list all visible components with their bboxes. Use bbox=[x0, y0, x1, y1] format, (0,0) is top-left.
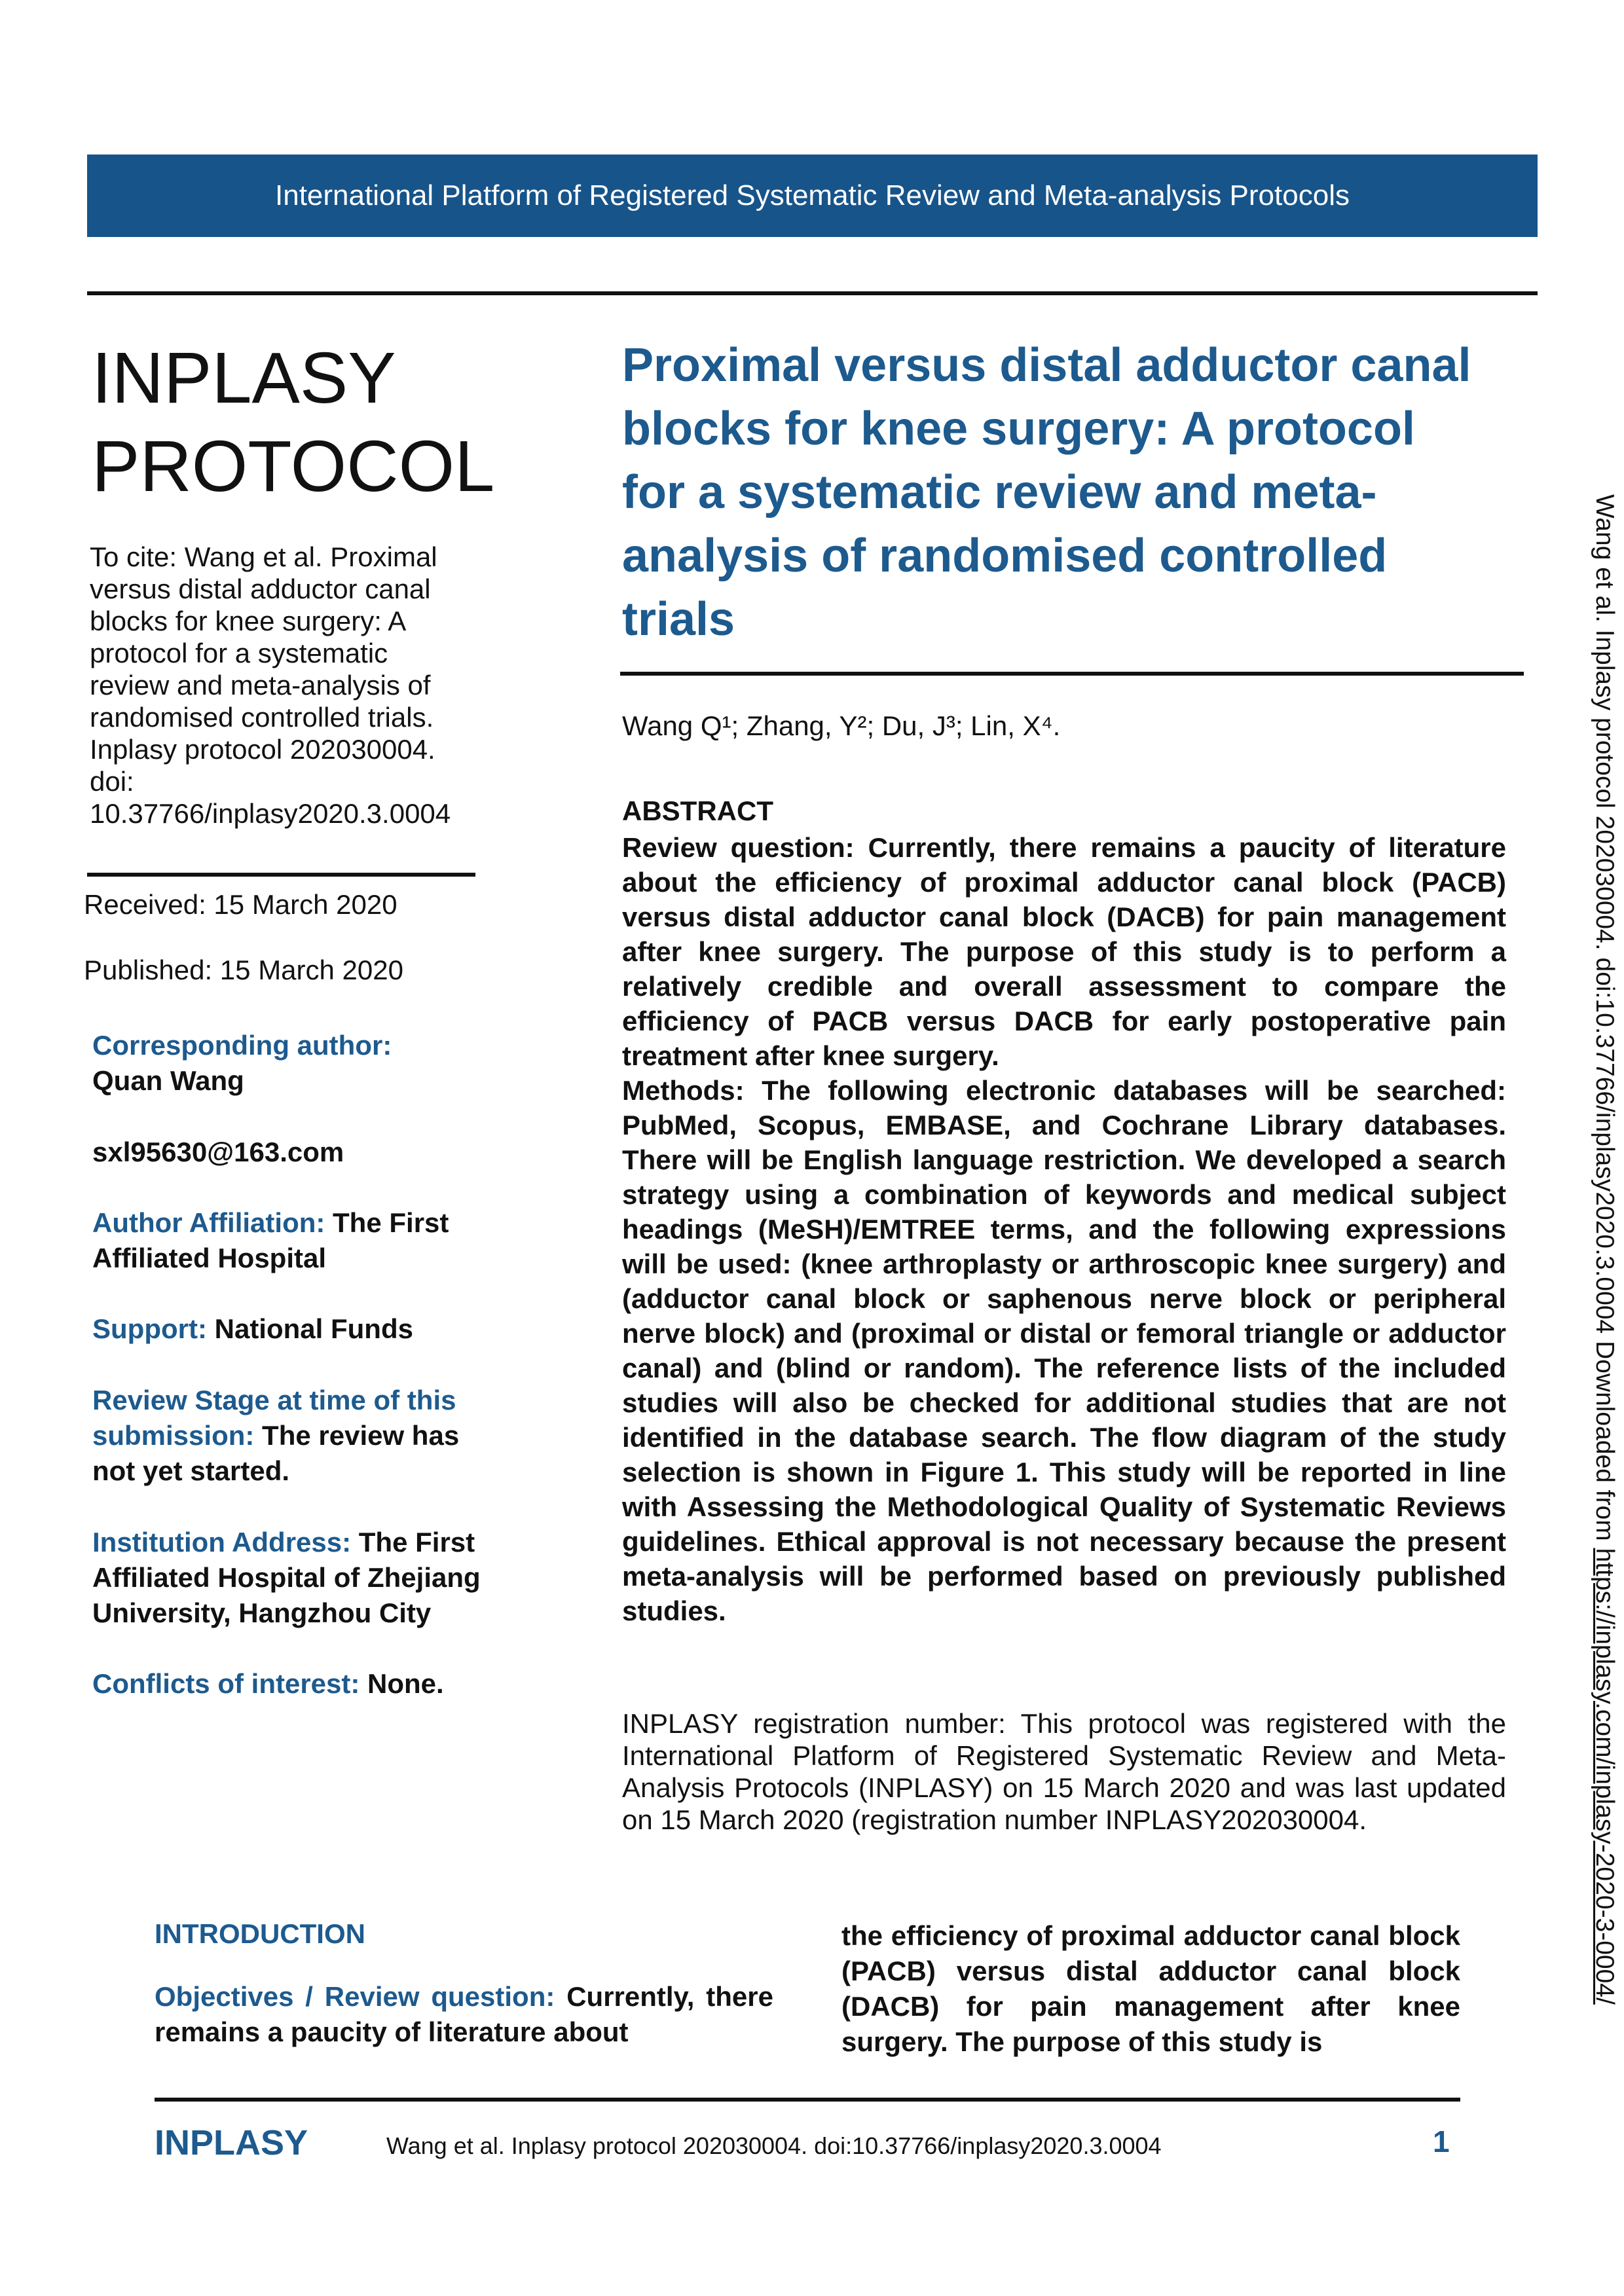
cite-line: doi: bbox=[90, 766, 134, 797]
affiliation-value: Affiliated Hospital bbox=[92, 1243, 327, 1273]
cite-line: Inplasy protocol 202030004. bbox=[90, 734, 435, 765]
title-line: for a systematic review and meta- bbox=[622, 466, 1377, 519]
email-text: sxl95630@163.com bbox=[92, 1137, 344, 1167]
review-stage bbox=[92, 1383, 538, 1489]
conflicts-of-interest bbox=[92, 1666, 538, 1702]
footer-rule bbox=[155, 2098, 1460, 2102]
banner-text: International Platform of Registered Systematic Review and Meta-analysis Protocols bbox=[275, 179, 1350, 211]
title-rule bbox=[620, 672, 1524, 676]
watermark-link[interactable]: https://inplasy.com/inplasy-2020-3-0004/ bbox=[1591, 1548, 1619, 2005]
support bbox=[92, 1311, 538, 1347]
intro-right-column: the efficiency of proximal adductor canal block (PACB) versus distal adductor canal block (DACB) for pain management after knee surgery. The purpose of this study is bbox=[841, 1920, 1460, 2057]
affiliation-value: The First bbox=[333, 1207, 449, 1238]
corresponding-author bbox=[92, 1028, 538, 1099]
protocol-heading bbox=[92, 334, 494, 511]
institution-value: The First bbox=[358, 1527, 475, 1558]
cite-line: To cite: Wang et al. Proximal bbox=[90, 541, 437, 572]
conflicts-label: Conflicts of interest: bbox=[92, 1668, 360, 1699]
review-stage-label: Review Stage at time of this bbox=[92, 1385, 456, 1415]
objectives-label: Objectives / Review question: bbox=[155, 1981, 555, 2012]
support-value: National Funds bbox=[214, 1313, 413, 1344]
abstract-heading: ABSTRACT bbox=[622, 795, 773, 826]
received-date: Received: 15 March 2020 bbox=[84, 889, 397, 920]
affiliation-label: Author Affiliation: bbox=[92, 1207, 325, 1238]
review-stage-value: The review has bbox=[262, 1420, 460, 1451]
header-rule bbox=[87, 291, 1538, 295]
intro-left-text: Currently, there remains a paucity of literature about bbox=[155, 1981, 773, 2047]
author-affiliation bbox=[92, 1205, 538, 1276]
page-number: 1 bbox=[1433, 2124, 1450, 2159]
abstract-review-question: Review question: Currently, there remains a paucity of literature about the efficiency of proximal adductor canal block (PACB) versus distal adductor canal block (DACB) for pain management after knee surgery. The purpose of this study is to perform a relatively credible and overall assessment to compare the efficiency of PACB versus DACB for early postoperative pain treatment after knee surgery. bbox=[622, 832, 1506, 1071]
author-email bbox=[92, 1135, 538, 1170]
review-stage-value: not yet started. bbox=[92, 1455, 290, 1486]
corresponding-author-label: Corresponding author: bbox=[92, 1030, 392, 1061]
cite-line: protocol for a systematic bbox=[90, 638, 388, 668]
author-list: Wang Q¹; Zhang, Y²; Du, J³; Lin, X⁴. bbox=[622, 710, 1061, 741]
cite-line: blocks for knee surgery: A bbox=[90, 606, 407, 636]
title-line: trials bbox=[622, 593, 735, 646]
review-stage-label: submission: bbox=[92, 1420, 255, 1451]
download-watermark bbox=[1590, 494, 1619, 2005]
protocol-heading-line1: INPLASY bbox=[92, 338, 396, 418]
institution-value: Affiliated Hospital of Zhejiang bbox=[92, 1562, 481, 1593]
corresponding-author-name: Quan Wang bbox=[92, 1065, 244, 1096]
citation-block bbox=[90, 541, 496, 829]
institution-value: University, Hangzhou City bbox=[92, 1597, 432, 1628]
institution-label: Institution Address: bbox=[92, 1527, 352, 1558]
journal-banner bbox=[87, 155, 1538, 237]
registration-statement: INPLASY registration number: This protocol was registered with the International Platform of Registered Systematic Review and Meta-Analysis Protocols (INPLASY) on 15 March 2020 and was last updated on 15 March 2020 (registration number INPLASY202030004. bbox=[622, 1708, 1506, 1835]
footer-brand: INPLASY bbox=[155, 2123, 308, 2162]
paper-title bbox=[622, 334, 1519, 651]
protocol-heading-line2: PROTOCOL bbox=[92, 426, 495, 507]
title-line: analysis of randomised controlled bbox=[622, 530, 1388, 582]
cite-line: versus distal adductor canal bbox=[90, 574, 431, 604]
intro-left-column bbox=[155, 1979, 773, 2050]
title-line: blocks for knee surgery: A protocol bbox=[622, 403, 1415, 455]
abstract-body bbox=[622, 830, 1506, 1628]
cite-line: review and meta-analysis of bbox=[90, 670, 431, 701]
watermark-text: Wang et al. Inplasy protocol 202030004. doi:10.37766/inplasy2020.3.0004 Downloaded from bbox=[1591, 494, 1619, 1548]
abstract-methods: Methods: The following electronic databases will be searched: PubMed, Scopus, EMBASE, and Cochrane Library databases. There will be English language restriction. We developed a search strategy using a combination of keywords and medical subject headings (MeSH)/EMTREE terms, and the following expressions will be used: (knee arthroplasty or arthroscopic knee surgery) and (adductor canal block or saphenous nerve block or peripheral nerve block) and (proximal or distal or femoral triangle or adductor canal) and (blind or random). The reference lists of the included studies will also be checked for additional studies that are not identified in the database search. The flow diagram of the study selection is shown in Figure 1. This study will be reported in line with Assessing the Methodological Quality of Systematic Reviews guidelines. Ethical approval is not necessary because the present meta-analysis will be performed based on previously published studies. bbox=[622, 1075, 1506, 1626]
support-label: Support: bbox=[92, 1313, 207, 1344]
cite-line: randomised controlled trials. bbox=[90, 702, 434, 733]
cite-line: 10.37766/inplasy2020.3.0004 bbox=[90, 798, 451, 829]
sidebar-rule bbox=[87, 873, 475, 877]
introduction-heading: INTRODUCTION bbox=[155, 1918, 365, 1949]
institution-address bbox=[92, 1525, 538, 1631]
conflicts-value: None. bbox=[367, 1668, 444, 1699]
footer-citation: Wang et al. Inplasy protocol 202030004. doi:10.37766/inplasy2020.3.0004 bbox=[386, 2132, 1162, 2159]
title-line: Proximal versus distal adductor canal bbox=[622, 339, 1471, 392]
published-date: Published: 15 March 2020 bbox=[84, 955, 403, 985]
